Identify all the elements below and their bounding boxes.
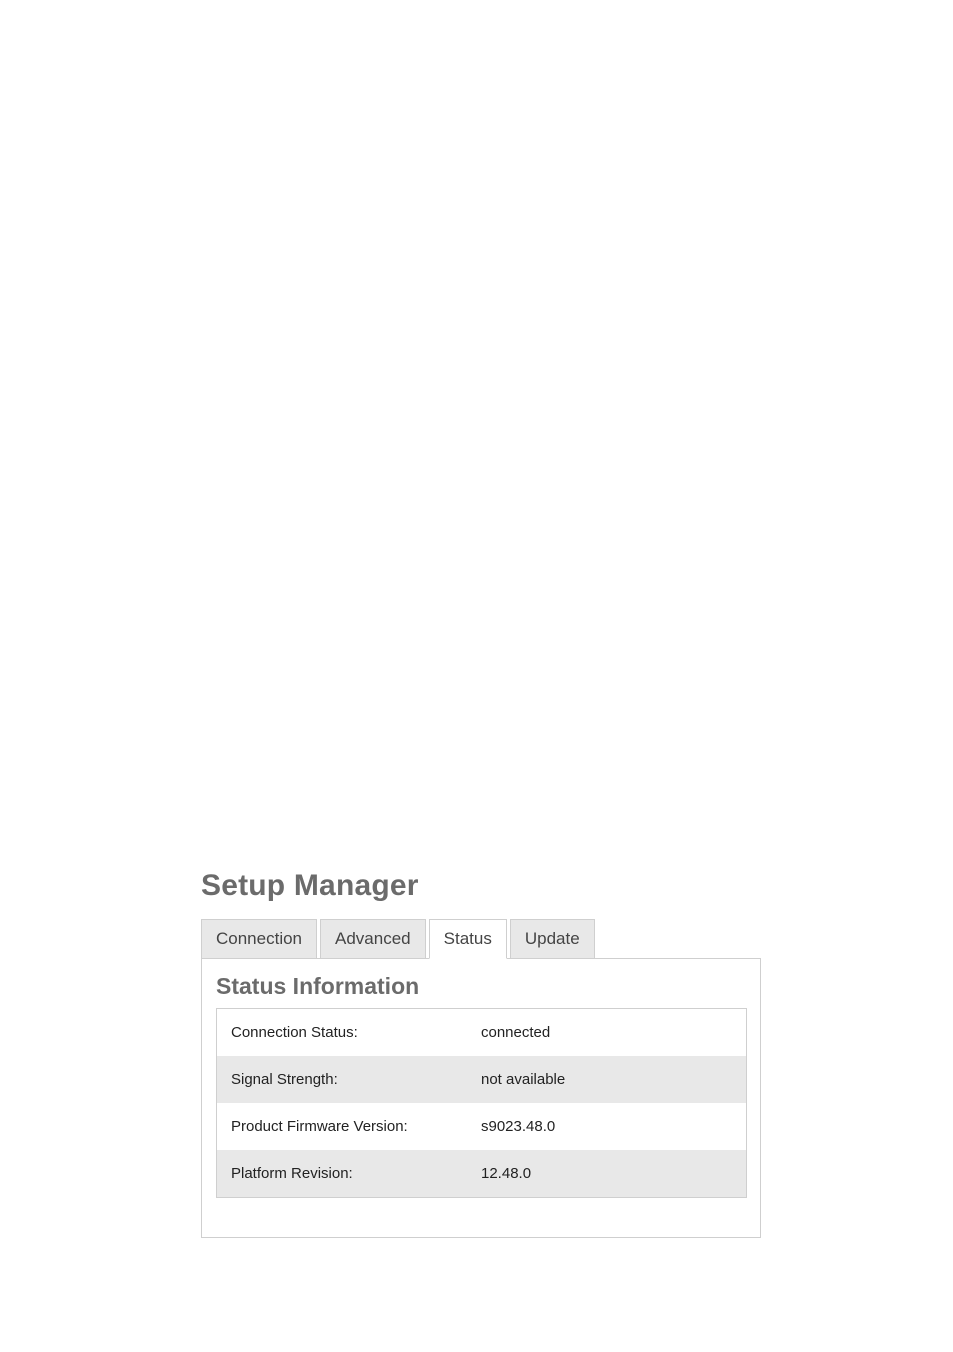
status-panel bbox=[201, 958, 761, 1238]
tab-bar bbox=[201, 919, 761, 959]
table-row bbox=[217, 1056, 746, 1103]
row-label: Signal Strength: bbox=[231, 1071, 338, 1088]
tab-update[interactable]: Update bbox=[510, 919, 595, 959]
page-title: Setup Manager bbox=[201, 869, 419, 902]
row-label: Platform Revision: bbox=[231, 1165, 353, 1182]
table-row bbox=[217, 1150, 746, 1197]
tab-connection[interactable]: Connection bbox=[201, 919, 317, 959]
panel-title: Status Information bbox=[216, 973, 420, 999]
row-value: s9023.48.0 bbox=[481, 1118, 556, 1135]
table-row bbox=[217, 1009, 746, 1056]
status-table bbox=[216, 1008, 747, 1198]
tab-status[interactable]: Status bbox=[429, 919, 507, 959]
row-label: Connection Status: bbox=[231, 1024, 358, 1041]
row-value: not available bbox=[481, 1071, 566, 1088]
setup-manager bbox=[201, 866, 761, 1238]
tab-advanced[interactable]: Advanced bbox=[320, 919, 426, 959]
row-label: Product Firmware Version: bbox=[231, 1118, 408, 1135]
table-row bbox=[217, 1103, 746, 1150]
row-value: 12.48.0 bbox=[481, 1165, 532, 1182]
row-value: connected bbox=[481, 1024, 551, 1041]
